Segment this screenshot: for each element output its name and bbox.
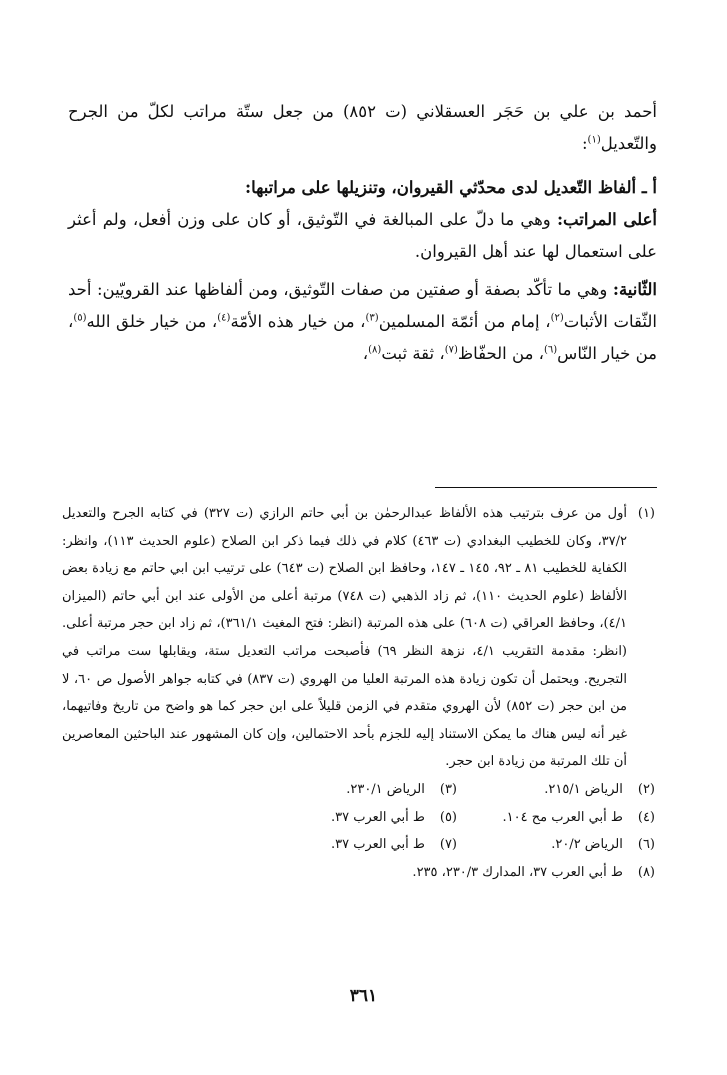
footnote-text: ط أبي العرب مح ١٠٤.	[502, 809, 623, 825]
section-heading: أ ـ ألفاظ التّعديل لدى محدّثي القيروان، وتنزيلها على مراتبها:	[244, 178, 657, 197]
short-footnotes	[62, 776, 655, 859]
footnote-text: أول من عرف بترتيب هذه الألفاظ عبدالرحمٰن بن أبي حاتم الرازي (ت ٣٢٧) في كتابه الجرح والتعديل ٣٧/٢، وكان للخطيب البغدادي (ت ٤٦٣) كلام في ذلك فيما ذكر ابن الصلاح (علوم الحديث ١١٣)، وانظر: الكفاية للخطيب ٨١ ـ ٩٢، ١٤٥ ـ ١٤٧، وحافظ ابن الصلاح (ت ٦٤٣) على ترتيب ابن ابي حاتم مع زيادة بعض الألفاظ (علوم الحديث ١١٠)، ثم زاد الذهبي (ت ٧٤٨) مرتبة أعلى من الأولى عند ابن أبي حاتم (الميزان ٤/١)، وحافظ العراقي (ت ٦٠٨) على هذه المرتبة (انظر: فتح المغيث ٣٦١/١)، ثم زاد ابن حجر مرتبة أعلى. (انظر: مقدمة التقريب ٤/١، نزهة النظر ٦٩) فأصبحت مراتب التعديل ستة، ويقابلها ست مراتب في التجريح. ويحتمل أن تكون زيادة هذه المرتبة العليا من الهروي (ت ٨٣٧) في كتابه جواهر الأصول ص ٦٠، لا من ابن حجر (ت ٨٥٢) لأن الهروي متقدم في الزمن قليلاً على ابن حجر كما هو واضح من تاريخ وفاتيهما، غير أنه ليس هناك ما يمكن الاستناد إليه للجزم بأحد الاحتمالين، وإن كان المشهور عند الباحثين المعاصرين أن تلك المرتبة من زيادة ابن حجر.	[62, 506, 627, 770]
footnote-number: (٧)	[439, 837, 457, 853]
footnote-1	[62, 500, 655, 776]
footnote-ref: (٧)	[444, 344, 458, 356]
intro-text: أحمد بن علي بن حَجَر العسقلاني (ت ٨٥٢) من جعل ستّة مراتب لكلّ من الجرح والتّعديل	[68, 102, 657, 153]
footnote-8	[62, 859, 655, 887]
level2-text: ، من خيار خلق الله	[86, 312, 218, 331]
footnote-4	[457, 804, 655, 832]
level1-text: وهي ما دلّ على المبالغة في التّوثيق، أو كان على وزن أفعل، ولم أعثر على استعمال لها عند أهل القيروان.	[68, 210, 657, 261]
level1-lead: أعلى المراتب:	[556, 210, 657, 229]
footnote-text: الرياض ٢١٥/١.	[544, 781, 623, 797]
footnote-ref: (٦)	[543, 344, 558, 356]
footnote-7	[62, 831, 457, 859]
footnote-text: الرياض ٢٣٠/١.	[346, 781, 425, 797]
footnote-number: (١)	[637, 506, 655, 521]
intro-paragraph	[68, 96, 657, 160]
footnote-number: (٢)	[637, 781, 655, 797]
footnote-ref: (٣)	[365, 312, 379, 324]
footnote-ref: (٢)	[550, 312, 564, 324]
footnote-6	[457, 831, 655, 859]
footnote-separator	[435, 487, 657, 488]
footnote-ref: (١)	[587, 134, 601, 146]
intro-tail: :	[581, 134, 588, 153]
footnote-ref: (٥)	[73, 312, 87, 324]
footnote-number: (٨)	[637, 864, 655, 880]
footnote-text: ط أبي العرب ٣٧.	[331, 809, 425, 825]
level2-text: ،	[362, 344, 369, 363]
level2-text: ، ثقة ثبت	[381, 344, 445, 363]
footnote-number: (٥)	[439, 809, 457, 825]
level2-text: ، من الحفّاظ	[457, 344, 544, 363]
footnote-text: الرياض ٢٠/٢.	[551, 837, 623, 853]
level2-text: ، من خيار النّاس	[68, 312, 657, 363]
footnote-number: (٦)	[637, 837, 655, 853]
footnote-3	[62, 776, 457, 804]
footnote-number: (٤)	[637, 809, 655, 825]
level2-text: ، من خيار هذه الأمّة	[230, 312, 366, 331]
level2-text: ، إمام من أئمّة المسلمين	[378, 312, 551, 331]
footnote-2	[457, 776, 655, 804]
level2-paragraph	[68, 274, 657, 370]
footnote-text: ط أبي العرب ٣٧، المدارك ٢٣٠/٣، ٢٣٥.	[412, 864, 623, 880]
level1-paragraph	[68, 204, 657, 268]
footnotes	[62, 500, 655, 886]
footnote-5	[62, 804, 457, 832]
page-number: ٣٦١	[349, 986, 378, 1006]
main-text	[68, 96, 657, 370]
footnote-text: ط أبي العرب ٣٧.	[331, 837, 425, 853]
footnote-ref: (٨)	[368, 344, 382, 356]
footnote-ref: (٤)	[217, 312, 231, 324]
footnote-number: (٣)	[439, 781, 457, 797]
level2-text: وهي ما تأكّد بصفة أو صفتين من صفات التّوثيق، ومن ألفاظها عند القرويّين: أحد الثّقات الأثبات	[68, 280, 657, 331]
level2-lead: الثّانية:	[612, 280, 657, 299]
